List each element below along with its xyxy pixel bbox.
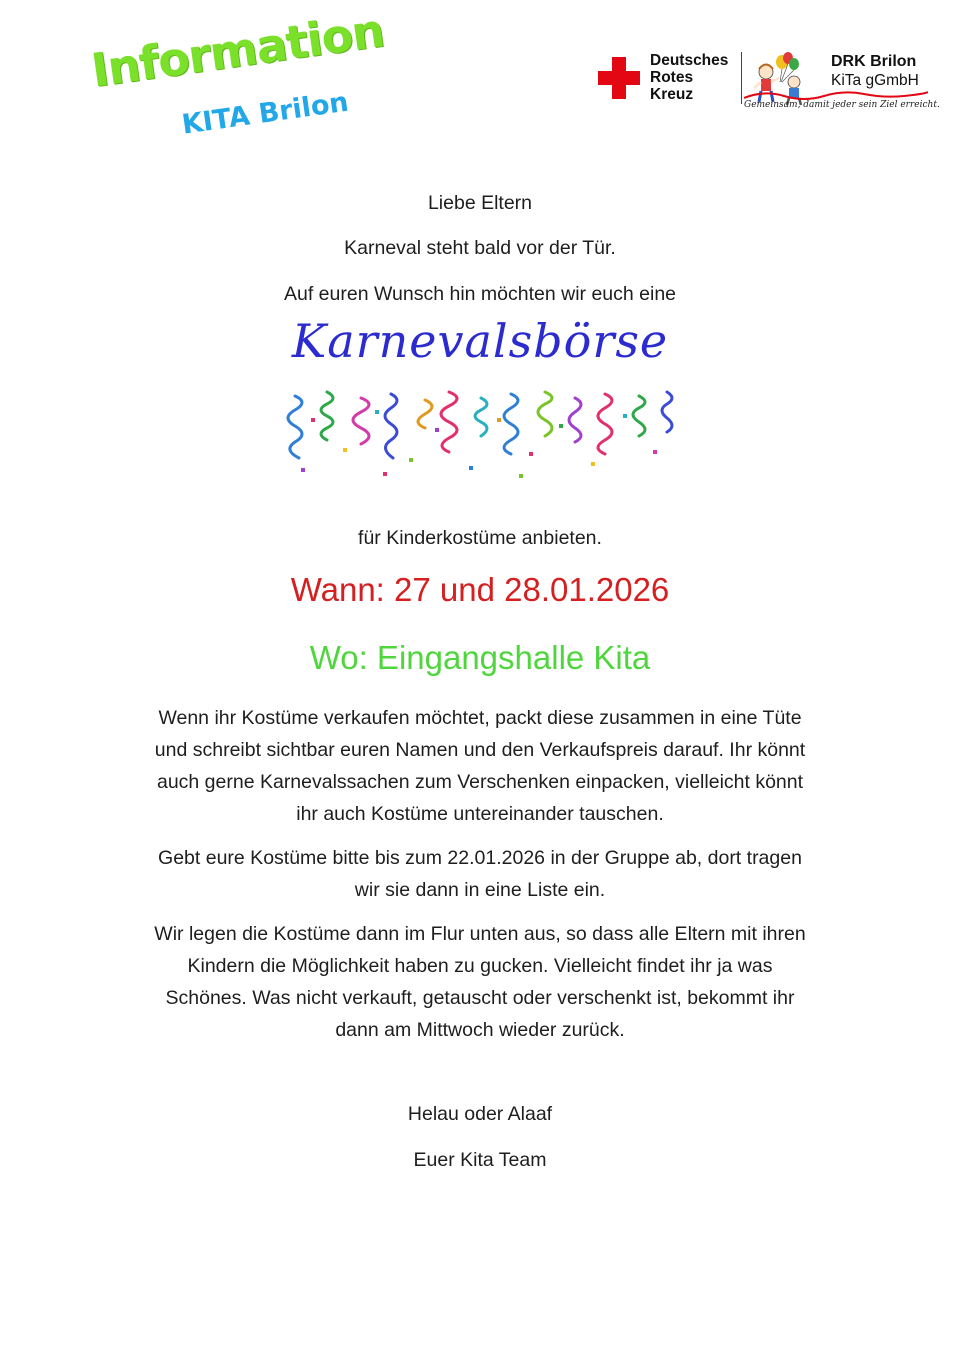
red-cross-icon	[597, 56, 641, 100]
paragraph-line: Wir legen die Kostüme dann im Flur unten aus, so dass alle Eltern mit ihren	[154, 923, 806, 945]
paragraph-line: Kindern die Möglichkeit haben zu gucken. Vielleicht findet ihr ja was	[187, 955, 773, 977]
logo-divider	[741, 52, 742, 104]
intro-line: Auf euren Wunsch hin möchten wir euch eine	[283, 283, 677, 305]
paragraph-line: Gebt eure Kostüme bitte bis zum 22.01.2026 in der Gruppe ab, dort tragen	[158, 847, 802, 869]
drk-org-name: DRK Brilon	[831, 53, 917, 70]
display-paragraph	[100, 918, 860, 1046]
drk-name-line: Kreuz	[650, 86, 694, 103]
paragraph-line: ihr auch Kostüme untereinander tauschen.	[296, 803, 664, 825]
offer-line: für Kinderkostüme anbieten.	[358, 527, 602, 549]
event-date: Wann: 27 und 28.01.2026	[290, 571, 670, 608]
greeting: Liebe Eltern	[427, 192, 533, 214]
info-title: Information	[88, 3, 387, 98]
paragraph-line: und schreibt sichtbar euren Namen und den Verkaufspreis darauf. Ihr könnt	[154, 739, 806, 761]
event-location: Wo: Eingangshalle Kita	[309, 639, 651, 676]
drk-slogan: Gemeinsam, damit jeder sein Ziel erreicht.	[744, 100, 940, 110]
paragraph-line: auch gerne Karnevalssachen zum Verschenken einpacken, vielleicht könnt	[156, 771, 804, 793]
info-subtitle: KITA Brilon	[180, 86, 351, 141]
paragraph-line: dann am Mittwoch wieder zurück.	[335, 1019, 625, 1041]
confetti-streamers-image	[283, 388, 681, 484]
drk-name-line: Rotes	[650, 69, 694, 86]
information-kita-logo	[88, 3, 388, 142]
closing-greeting: Helau oder Alaaf	[407, 1103, 553, 1125]
drk-org-type: KiTa gGmbH	[831, 72, 919, 89]
intro-line: Karneval steht bald vor der Tür.	[344, 237, 616, 259]
drk-name-line: Deutsches	[650, 52, 729, 69]
signature: Euer Kita Team	[413, 1149, 547, 1171]
drk-name	[650, 52, 728, 103]
deadline-paragraph	[100, 842, 860, 906]
paragraph-line: Wenn ihr Kostüme verkaufen möchtet, packt diese zusammen in eine Tüte	[158, 707, 802, 729]
paragraph-line: Schönes. Was nicht verkauft, getauscht oder verschenkt ist, bekommt ihr	[165, 987, 795, 1009]
event-title: Karnevalsbörse	[291, 314, 669, 368]
instructions-paragraph	[100, 702, 860, 830]
paragraph-line: wir sie dann in eine Liste ein.	[354, 879, 606, 901]
